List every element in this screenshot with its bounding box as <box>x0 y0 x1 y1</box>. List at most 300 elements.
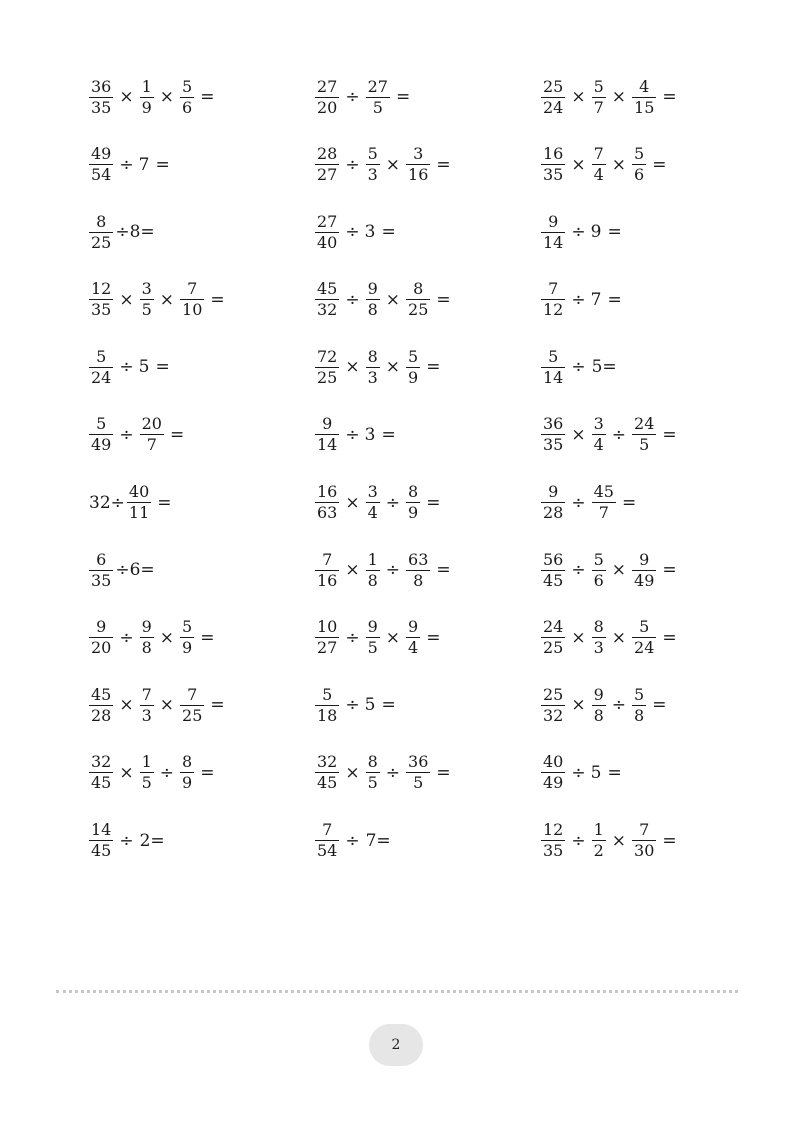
denominator: 40 <box>317 232 338 252</box>
numerator: 3 <box>413 144 424 164</box>
numerator: 8 <box>367 752 378 772</box>
problem-15 <box>540 344 708 390</box>
fraction <box>541 482 565 523</box>
denominator: 49 <box>543 773 564 793</box>
numerator: 28 <box>317 144 338 164</box>
operator: × <box>385 357 401 378</box>
problem-12 <box>540 277 708 323</box>
fraction <box>632 685 646 726</box>
fraction <box>541 279 565 320</box>
operator: = <box>426 627 441 648</box>
problem-17 <box>314 412 540 458</box>
operator: × <box>385 289 401 310</box>
operator: ÷ <box>385 492 401 513</box>
fraction <box>127 482 151 523</box>
operator: × <box>119 762 134 783</box>
denominator: 16 <box>317 570 338 590</box>
numerator: 7 <box>187 684 198 704</box>
operator: = <box>169 424 185 445</box>
operator: × <box>571 695 586 716</box>
expression-text: 2= <box>139 830 165 851</box>
denominator: 8 <box>367 300 378 320</box>
denominator: 20 <box>317 97 338 117</box>
operator: ÷ <box>119 830 134 851</box>
fraction <box>89 144 113 185</box>
integer: 3 <box>364 424 376 445</box>
fraction <box>541 550 565 591</box>
denominator: 7 <box>146 435 157 455</box>
operator: ÷ <box>345 830 360 851</box>
operator: × <box>571 627 586 648</box>
operator: ÷ <box>345 695 360 716</box>
numerator: 9 <box>367 617 378 637</box>
operator: = <box>395 87 411 107</box>
fraction <box>140 617 154 658</box>
denominator: 7 <box>593 97 604 117</box>
operator: = <box>662 87 677 107</box>
denominator: 9 <box>182 638 193 658</box>
denominator: 25 <box>317 367 338 387</box>
problem-25 <box>88 615 314 661</box>
denominator: 6 <box>634 165 645 185</box>
numerator: 9 <box>141 617 152 637</box>
numerator: 5 <box>182 617 193 637</box>
numerator: 7 <box>322 820 333 840</box>
denominator: 25 <box>408 300 429 320</box>
numerator: 45 <box>91 684 112 704</box>
problem-35 <box>314 818 540 864</box>
operator: = <box>652 695 667 716</box>
denominator: 3 <box>367 165 378 185</box>
denominator: 35 <box>91 570 112 590</box>
fraction <box>89 617 113 658</box>
denominator: 8 <box>634 705 645 725</box>
fraction <box>592 685 606 726</box>
integer: 5 <box>590 762 602 783</box>
operator: × <box>611 627 627 648</box>
fraction <box>592 77 606 118</box>
problem-3 <box>540 74 708 120</box>
fraction <box>632 820 656 861</box>
numerator: 24 <box>634 414 655 434</box>
operator: × <box>385 627 401 648</box>
operator: = <box>210 289 225 310</box>
problem-27 <box>540 615 708 661</box>
fraction <box>140 77 154 118</box>
denominator: 27 <box>317 165 338 185</box>
fraction <box>541 212 565 253</box>
numerator: 5 <box>634 144 645 164</box>
fraction <box>541 77 565 118</box>
operator: ÷ <box>571 492 586 513</box>
operator: = <box>607 762 622 783</box>
problem-7 <box>88 209 314 255</box>
fraction <box>180 77 194 118</box>
numerator: 5 <box>322 684 333 704</box>
denominator: 20 <box>91 638 112 658</box>
fraction <box>180 279 204 320</box>
denominator: 11 <box>128 503 150 523</box>
problem-22 <box>88 547 314 593</box>
denominator: 5 <box>413 773 424 793</box>
fraction <box>180 752 194 793</box>
denominator: 2 <box>593 841 604 861</box>
numerator: 7 <box>548 279 559 299</box>
denominator: 14 <box>543 367 564 387</box>
denominator: 45 <box>91 773 112 793</box>
operator: × <box>159 289 175 310</box>
numerator: 36 <box>408 752 429 772</box>
operator: = <box>662 424 677 445</box>
problem-23 <box>314 547 540 593</box>
numerator: 5 <box>96 414 107 434</box>
operator: × <box>611 154 627 175</box>
numerator: 5 <box>593 549 604 569</box>
fraction <box>315 414 339 455</box>
fraction <box>315 347 339 388</box>
denominator: 5 <box>367 638 378 658</box>
problem-30 <box>540 682 708 728</box>
denominator: 63 <box>317 503 338 523</box>
fraction <box>632 617 656 658</box>
fraction <box>89 685 113 726</box>
operator: ÷ <box>385 560 401 581</box>
fraction <box>366 144 380 185</box>
denominator: 5 <box>141 300 152 320</box>
operator: ÷ <box>571 289 586 310</box>
numerator: 10 <box>317 617 338 637</box>
operator: = <box>662 560 677 581</box>
numerator: 5 <box>96 346 107 366</box>
denominator: 45 <box>543 570 564 590</box>
operator: × <box>571 154 586 175</box>
fraction <box>592 617 606 658</box>
fraction <box>541 347 565 388</box>
denominator: 54 <box>91 165 112 185</box>
denominator: 24 <box>91 367 112 387</box>
fraction <box>632 550 656 591</box>
operator: ÷ <box>119 154 134 175</box>
fraction <box>592 550 606 591</box>
problem-1 <box>88 74 314 120</box>
denominator: 8 <box>593 705 604 725</box>
numerator: 1 <box>141 752 152 772</box>
operator: ÷ <box>571 357 586 378</box>
integer: 5 <box>138 357 150 378</box>
denominator: 3 <box>593 638 604 658</box>
numerator: 9 <box>639 549 650 569</box>
fraction <box>89 820 113 861</box>
problem-28 <box>88 682 314 728</box>
fraction <box>592 820 606 861</box>
denominator: 4 <box>593 165 604 185</box>
problem-6 <box>540 142 708 188</box>
fraction <box>592 482 616 523</box>
numerator: 20 <box>141 414 162 434</box>
numerator: 45 <box>317 279 338 299</box>
operator: ÷ <box>119 424 134 445</box>
expression-text: ÷6= <box>115 560 155 581</box>
denominator: 45 <box>317 773 338 793</box>
fraction <box>541 617 565 658</box>
operator: = <box>607 289 622 310</box>
denominator: 28 <box>543 503 564 523</box>
numerator: 12 <box>543 820 564 840</box>
fraction <box>366 752 380 793</box>
denominator: 3 <box>141 705 152 725</box>
fraction <box>89 550 113 591</box>
numerator: 1 <box>593 820 604 840</box>
operator: = <box>426 492 441 513</box>
expression-text: 7= <box>365 830 391 851</box>
fraction <box>366 550 380 591</box>
denominator: 24 <box>543 97 564 117</box>
denominator: 30 <box>634 841 655 861</box>
denominator: 8 <box>413 570 424 590</box>
denominator: 35 <box>543 165 564 185</box>
problem-19 <box>88 480 314 526</box>
operator: = <box>381 222 396 243</box>
fraction <box>366 482 380 523</box>
problem-10 <box>88 277 314 323</box>
denominator: 6 <box>593 570 604 590</box>
numerator: 9 <box>548 482 559 502</box>
denominator: 54 <box>317 841 338 861</box>
denominator: 32 <box>317 300 338 320</box>
problem-24 <box>540 547 708 593</box>
denominator: 24 <box>634 638 655 658</box>
fraction <box>89 279 113 320</box>
denominator: 4 <box>593 435 604 455</box>
problem-grid <box>88 74 708 885</box>
numerator: 8 <box>96 211 107 231</box>
integer: 3 <box>364 222 376 243</box>
numerator: 24 <box>543 617 564 637</box>
numerator: 7 <box>141 684 152 704</box>
operator: = <box>662 830 677 851</box>
numerator: 25 <box>543 684 564 704</box>
problem-14 <box>314 344 540 390</box>
fraction <box>140 752 154 793</box>
denominator: 9 <box>182 773 193 793</box>
operator: ÷ <box>345 222 360 243</box>
problem-8 <box>314 209 540 255</box>
numerator: 16 <box>317 482 338 502</box>
denominator: 9 <box>408 367 419 387</box>
operator: × <box>385 154 401 175</box>
operator: ÷ <box>119 627 134 648</box>
numerator: 36 <box>543 414 564 434</box>
integer: 9 <box>590 222 602 243</box>
fraction <box>541 820 565 861</box>
page-number: 2 <box>391 1037 401 1053</box>
denominator: 5 <box>372 97 383 117</box>
denominator: 18 <box>317 705 338 725</box>
operator: × <box>345 492 360 513</box>
operator: ÷ <box>571 222 586 243</box>
fraction <box>315 144 339 185</box>
denominator: 9 <box>141 97 152 117</box>
numerator: 8 <box>367 346 378 366</box>
numerator: 12 <box>91 279 112 299</box>
numerator: 72 <box>317 346 338 366</box>
numerator: 45 <box>593 482 614 502</box>
problem-4 <box>88 142 314 188</box>
operator: = <box>155 154 170 175</box>
denominator: 45 <box>91 841 112 861</box>
numerator: 63 <box>408 549 429 569</box>
denominator: 4 <box>408 638 419 658</box>
fraction <box>632 77 656 118</box>
operator: ÷ <box>345 289 360 310</box>
operator: = <box>436 762 451 783</box>
operator: × <box>159 627 175 648</box>
operator: ÷ <box>611 695 627 716</box>
fraction <box>541 414 565 455</box>
numerator: 7 <box>322 549 333 569</box>
operator: = <box>436 289 451 310</box>
problem-32 <box>314 750 540 796</box>
numerator: 9 <box>322 414 333 434</box>
numerator: 5 <box>548 346 559 366</box>
fraction <box>366 279 380 320</box>
fraction <box>592 144 606 185</box>
operator: = <box>200 762 215 783</box>
fraction <box>632 144 646 185</box>
fraction <box>140 279 154 320</box>
fraction <box>366 617 380 658</box>
expression-text: ÷8= <box>115 222 155 243</box>
fraction <box>180 685 204 726</box>
denominator: 35 <box>543 435 564 455</box>
operator: ÷ <box>159 762 175 783</box>
fraction <box>592 414 606 455</box>
denominator: 6 <box>182 97 193 117</box>
operator: ÷ <box>345 627 360 648</box>
operator: × <box>345 762 360 783</box>
problem-9 <box>540 209 708 255</box>
fraction <box>406 347 420 388</box>
numerator: 9 <box>408 617 419 637</box>
numerator: 7 <box>639 820 650 840</box>
operator: = <box>210 695 225 716</box>
fraction <box>406 752 430 793</box>
fraction <box>140 685 154 726</box>
denominator: 16 <box>408 165 429 185</box>
numerator: 5 <box>408 346 419 366</box>
operator: × <box>159 87 175 107</box>
operator: = <box>155 357 170 378</box>
numerator: 27 <box>317 211 338 231</box>
operator: × <box>611 560 627 581</box>
operator: = <box>436 560 451 581</box>
denominator: 3 <box>367 367 378 387</box>
problem-21 <box>540 480 708 526</box>
page-number-badge <box>369 1024 423 1066</box>
integer: 5 <box>364 695 376 716</box>
fraction <box>89 347 113 388</box>
operator: ÷ <box>385 762 401 783</box>
problem-16 <box>88 412 314 458</box>
operator: × <box>571 87 586 107</box>
denominator: 49 <box>91 435 112 455</box>
numerator: 3 <box>367 482 378 502</box>
denominator: 35 <box>91 97 112 117</box>
denominator: 35 <box>543 841 564 861</box>
numerator: 9 <box>367 279 378 299</box>
operator: = <box>426 357 441 378</box>
operator: = <box>200 87 215 107</box>
operator: × <box>119 289 134 310</box>
fraction <box>140 414 164 455</box>
problem-2 <box>314 74 540 120</box>
denominator: 9 <box>408 503 419 523</box>
fraction <box>315 820 339 861</box>
fraction <box>89 414 113 455</box>
denominator: 27 <box>317 638 338 658</box>
dotted-divider <box>56 990 738 993</box>
operator: ÷ <box>345 154 360 175</box>
denominator: 10 <box>182 300 203 320</box>
numerator: 9 <box>96 617 107 637</box>
problem-20 <box>314 480 540 526</box>
problem-11 <box>314 277 540 323</box>
operator: = <box>436 154 451 175</box>
operator: = <box>381 424 396 445</box>
problem-29 <box>314 682 540 728</box>
fraction <box>541 685 565 726</box>
numerator: 9 <box>593 684 604 704</box>
operator: = <box>607 222 622 243</box>
numerator: 49 <box>91 144 112 164</box>
denominator: 4 <box>367 503 378 523</box>
numerator: 27 <box>317 76 338 96</box>
operator: ÷ <box>611 424 627 445</box>
fraction <box>315 752 339 793</box>
numerator: 25 <box>543 76 564 96</box>
numerator: 9 <box>548 211 559 231</box>
expression-text: 5= <box>591 357 617 378</box>
fraction <box>315 279 339 320</box>
fraction <box>541 752 565 793</box>
numerator: 3 <box>141 279 152 299</box>
denominator: 15 <box>634 97 655 117</box>
numerator: 5 <box>593 76 604 96</box>
expression-text: 32÷ <box>89 492 125 513</box>
denominator: 5 <box>141 773 152 793</box>
numerator: 27 <box>367 76 388 96</box>
fraction <box>89 752 113 793</box>
operator: × <box>571 424 586 445</box>
operator: ÷ <box>571 762 586 783</box>
operator: × <box>345 357 360 378</box>
numerator: 8 <box>413 279 424 299</box>
integer: 7 <box>138 154 150 175</box>
numerator: 36 <box>91 76 112 96</box>
denominator: 5 <box>367 773 378 793</box>
fraction <box>315 685 339 726</box>
denominator: 49 <box>634 570 655 590</box>
problem-34 <box>88 818 314 864</box>
operator: × <box>611 830 627 851</box>
fraction <box>406 482 420 523</box>
problem-13 <box>88 344 314 390</box>
operator: ÷ <box>571 560 586 581</box>
numerator: 8 <box>182 752 193 772</box>
fraction <box>366 347 380 388</box>
problem-33 <box>540 750 708 796</box>
fraction <box>315 77 339 118</box>
